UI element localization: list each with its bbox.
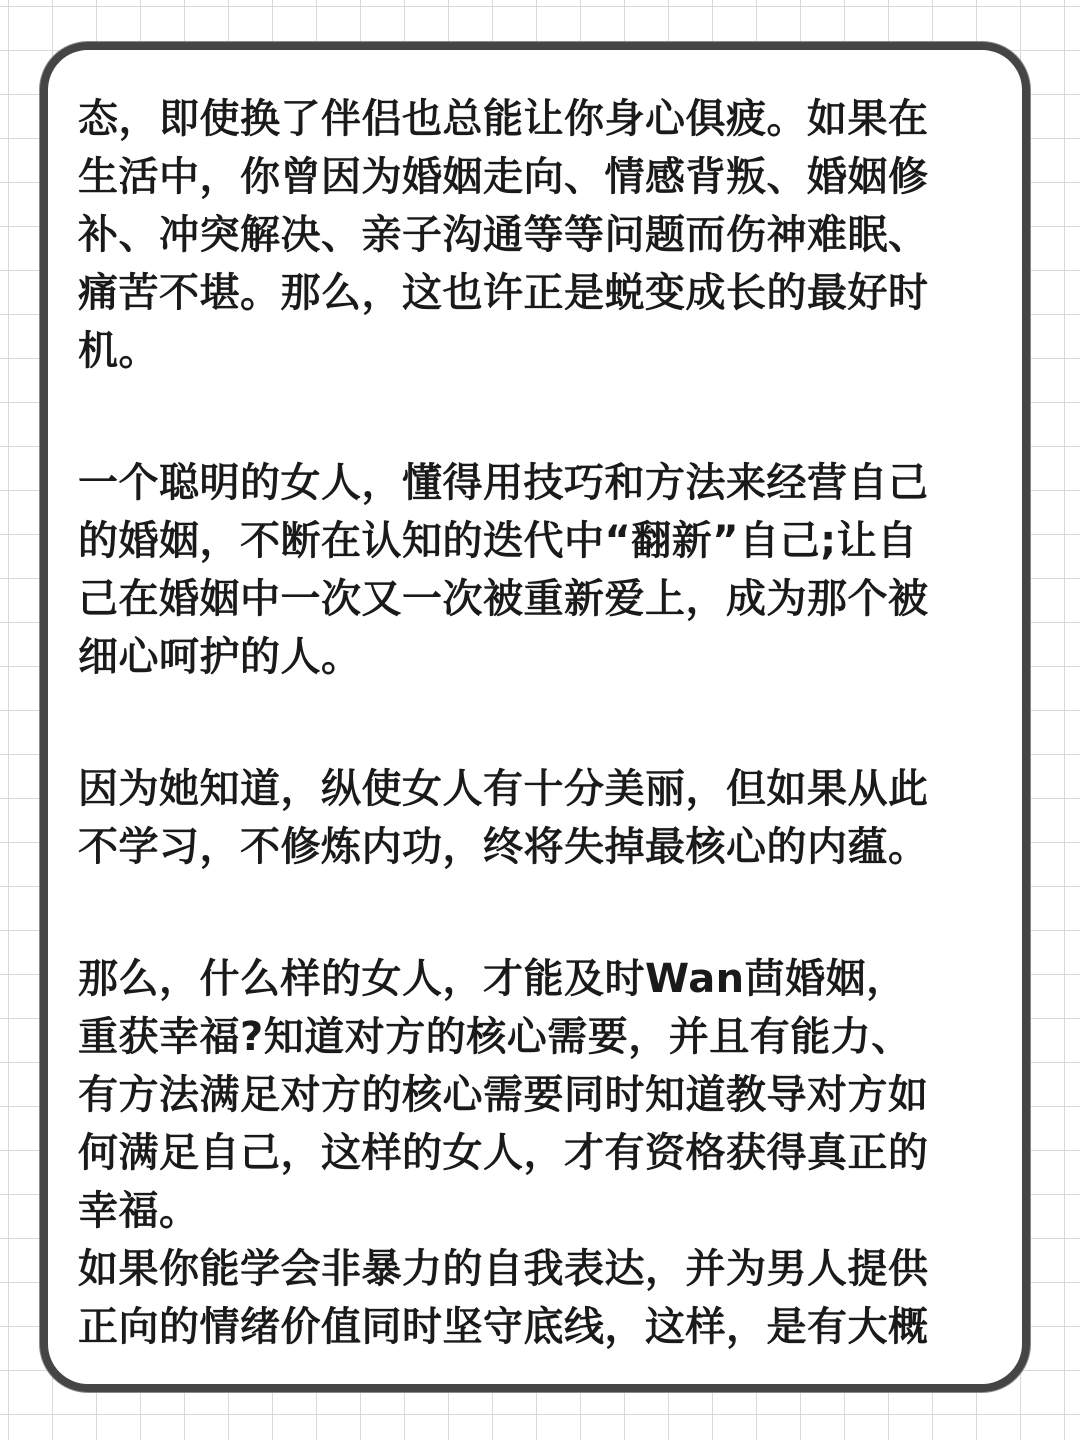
text-line: 有方法满足对方的核心需要同时知道教导对方如 <box>78 1072 929 1118</box>
text-line: 不学习，不修炼内功，终将失掉最核心的内蕴。 <box>78 824 929 870</box>
text-line: 生活中，你曾因为婚姻走向、情感背叛、婚姻修 <box>78 154 929 200</box>
text-line: 细心呵护的人。 <box>78 634 362 680</box>
text-line: 因为她知道，纵使女人有十分美丽，但如果从此 <box>78 766 929 812</box>
paragraph <box>78 454 1008 686</box>
text-line: 痛苦不堪。那么，这也许正是蜕变成长的最好时 <box>78 270 929 316</box>
text-card <box>40 42 1030 1392</box>
text-line: 己在婚姻中一次又一次被重新爱上，成为那个被 <box>78 576 929 622</box>
text-line: 补、冲突解决、亲子沟通等等问题而伤神难眠、 <box>78 212 929 258</box>
paragraph <box>78 950 1008 1356</box>
article-body <box>78 90 1008 1356</box>
text-line: 重获幸福?知道对方的核心需要，并且有能力、 <box>78 1014 912 1060</box>
text-line: 正向的情绪价值同时坚守底线，这样，是有大概 <box>78 1304 929 1350</box>
paragraph <box>78 90 1008 380</box>
text-line: 机。 <box>78 328 159 374</box>
text-line: 一个聪明的女人，懂得用技巧和方法来经营自己 <box>78 460 929 506</box>
paragraph-gap <box>78 876 1008 950</box>
paragraph <box>78 760 1008 876</box>
text-line: 那么，什么样的女人，才能及时Wan茴婚姻， <box>78 956 907 1002</box>
text-line: 如果你能学会非暴力的自我表达，并为男人提供 <box>78 1246 929 1292</box>
text-line: 的婚姻，不断在认知的迭代中“翻新”自己;让自 <box>78 518 918 564</box>
text-line: 幸福。 <box>78 1188 200 1234</box>
text-line: 态，即使换了伴侣也总能让你身心俱疲。如果在 <box>78 96 929 142</box>
text-line: 何满足自己，这样的女人，才有资格获得真正的 <box>78 1130 929 1176</box>
paragraph-gap <box>78 380 1008 454</box>
paragraph-gap <box>78 686 1008 760</box>
